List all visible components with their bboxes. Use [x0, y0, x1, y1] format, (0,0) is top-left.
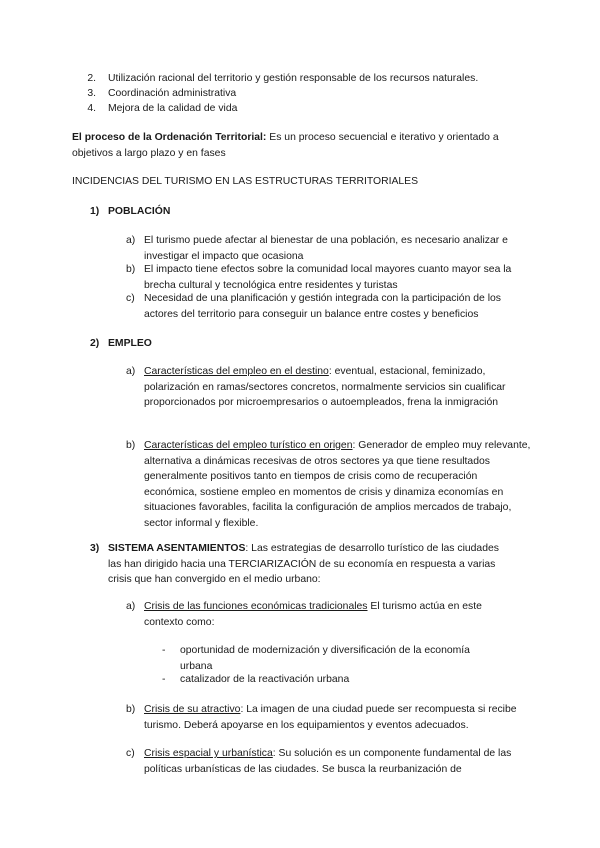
item-letter: a) [126, 366, 136, 377]
empleo-heading: EMPLEO [108, 338, 152, 349]
asentamientos-text: : Las estrategias de desarrollo turístico de las ciudades las han dirigido hacia una TERCIARIZACIÓN de su economía en respuesta a varias crisis que han convergido en el medio urbano: [108, 543, 499, 586]
asentamientos-paragraph [108, 541, 504, 588]
list-item: Coordinación administrativa [108, 88, 237, 99]
asentamientos-item-title: Crisis de su atractivo [144, 704, 241, 715]
item-letter: c) [126, 293, 135, 304]
asentamientos-item-title: Crisis espacial y urbanística [144, 748, 273, 759]
item-letter: b) [126, 264, 136, 275]
poblacion-item: Necesidad de una planificación y gestión integrada con la participación de los actores del territorio para conseguir un balance entre costes y beneficios [144, 293, 501, 320]
list-number: 2. [87, 73, 96, 84]
dash-bullet: - [162, 645, 166, 656]
asentamientos-item [144, 746, 532, 777]
item-letter: a) [126, 601, 136, 612]
asentamientos-item [144, 702, 532, 733]
section-title: INCIDENCIAS DEL TURISMO EN LAS ESTRUCTURAS TERRITORIALES [72, 176, 419, 187]
heading-number: 2) [90, 338, 100, 349]
empleo-item-text: : Generador de empleo muy relevante, alternativa a dinámicas recesivas de otros sectores ya que tiene resultados generalmente positivos tanto en tiempos de crisis como de recuperación económica, sostiene empleo en momentos de crisis y dinamiza economías en situaciones favorables, facilita la configuración de amplios mercados de trabajo, sector informal y flexible. [144, 440, 531, 529]
list-item: Mejora de la calidad de vida [108, 103, 238, 114]
poblacion-heading: POBLACIÓN [108, 206, 171, 217]
asentamientos-item [144, 599, 514, 630]
asentamientos-heading: SISTEMA ASENTAMIENTOS [108, 543, 246, 554]
list-number: 3. [87, 88, 96, 99]
asentamientos-item-text: : Su solución es un componente fundamental de las políticas urbanísticas de las ciudades. Se busca la reurbanización de [144, 748, 512, 775]
item-letter: b) [126, 704, 136, 715]
empleo-item-title: Características del empleo en el destino [144, 366, 329, 377]
item-letter: b) [126, 440, 136, 451]
asentamientos-item-text: : La imagen de una ciudad puede ser recompuesta si recibe turismo. Deberá apoyarse en los equipamientos y eventos adecuados. [144, 704, 517, 731]
empleo-item [144, 438, 532, 532]
sub-list-item: oportunidad de modernización y diversificación de la economía urbana [180, 645, 470, 672]
list-item: Utilización racional del territorio y gestión responsable de los recursos naturales. [108, 73, 479, 84]
asentamientos-item-title: Crisis de las funciones económicas tradicionales [144, 601, 368, 612]
proceso-paragraph [72, 130, 534, 161]
empleo-item-text: : eventual, estacional, feminizado, polarización en ramas/sectores concretos, normalmente servicios sin cualificar proporcionados por microempresarios o autoempleados, frena la inmigración [144, 366, 506, 409]
item-letter: c) [126, 748, 135, 759]
dash-bullet: - [162, 674, 166, 685]
poblacion-item: El turismo puede afectar al bienestar de una población, es necesario analizar e investigar el impacto que ocasiona [144, 235, 508, 262]
asentamientos-item-text: El turismo actúa en este contexto como: [144, 601, 482, 628]
item-letter: a) [126, 235, 136, 246]
poblacion-item: El impacto tiene efectos sobre la comunidad local mayores cuanto mayor sea la brecha cultural y tecnológica entre residentes y turistas [144, 264, 512, 291]
proceso-title: El proceso de la Ordenación Territorial: [72, 132, 267, 143]
heading-number: 3) [90, 543, 100, 554]
proceso-text: Es un proceso secuencial e iterativo y orientado a objetivos a largo plazo y en fases [72, 132, 499, 159]
heading-number: 1) [90, 206, 100, 217]
empleo-item [144, 364, 532, 411]
empleo-item-title: Características del empleo turístico en origen [144, 440, 353, 451]
sub-list-item: catalizador de la reactivación urbana [180, 674, 350, 685]
list-number: 4. [87, 103, 96, 114]
